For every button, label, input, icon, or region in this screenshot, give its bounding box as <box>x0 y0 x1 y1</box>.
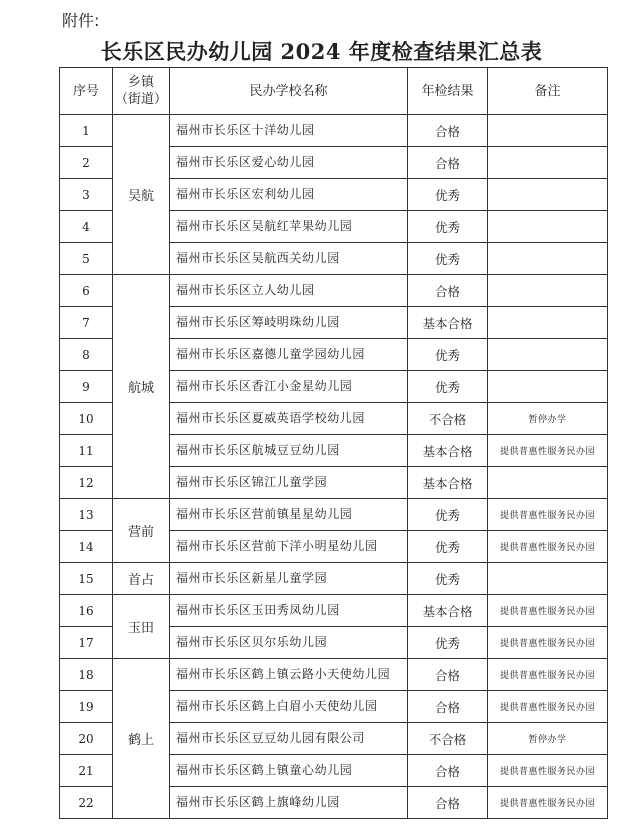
school-name-cell: 福州市长乐区鹤上白眉小天使幼儿园 <box>170 691 408 723</box>
note-cell: 暂停办学 <box>488 403 608 435</box>
note-cell <box>488 307 608 339</box>
note-cell: 提供普惠性服务民办园 <box>488 435 608 467</box>
result-cell: 合格 <box>408 115 488 147</box>
seq-cell: 17 <box>60 627 113 659</box>
note-cell <box>488 275 608 307</box>
header-school: 民办学校名称 <box>170 68 408 115</box>
table-row <box>60 659 608 691</box>
seq-cell: 3 <box>60 179 113 211</box>
school-name-cell: 福州市长乐区香江小金星幼儿园 <box>170 371 408 403</box>
seq-cell: 14 <box>60 531 113 563</box>
school-name-cell: 福州市长乐区锦江儿童学园 <box>170 467 408 499</box>
note-cell: 提供普惠性服务民办园 <box>488 755 608 787</box>
school-name-cell: 福州市长乐区立人幼儿园 <box>170 275 408 307</box>
note-cell <box>488 147 608 179</box>
result-cell: 合格 <box>408 691 488 723</box>
seq-cell: 18 <box>60 659 113 691</box>
seq-cell: 6 <box>60 275 113 307</box>
seq-cell: 1 <box>60 115 113 147</box>
seq-cell: 12 <box>60 467 113 499</box>
result-cell: 基本合格 <box>408 307 488 339</box>
seq-cell: 21 <box>60 755 113 787</box>
result-cell: 优秀 <box>408 371 488 403</box>
table-row <box>60 499 608 531</box>
note-cell: 提供普惠性服务民办园 <box>488 499 608 531</box>
note-cell: 提供普惠性服务民办园 <box>488 691 608 723</box>
town-cell: 鹤上 <box>113 659 170 819</box>
seq-cell: 16 <box>60 595 113 627</box>
school-name-cell: 福州市长乐区营前镇星星幼儿园 <box>170 499 408 531</box>
school-name-cell: 福州市长乐区吴航红苹果幼儿园 <box>170 211 408 243</box>
note-cell <box>488 339 608 371</box>
result-cell: 基本合格 <box>408 595 488 627</box>
note-cell: 暂停办学 <box>488 723 608 755</box>
seq-cell: 4 <box>60 211 113 243</box>
seq-cell: 10 <box>60 403 113 435</box>
result-cell: 合格 <box>408 659 488 691</box>
result-cell: 基本合格 <box>408 435 488 467</box>
school-name-cell: 福州市长乐区嘉德儿童学园幼儿园 <box>170 339 408 371</box>
seq-cell: 11 <box>60 435 113 467</box>
school-name-cell: 福州市长乐区夏威英语学校幼儿园 <box>170 403 408 435</box>
header-town <box>113 68 170 115</box>
seq-cell: 22 <box>60 787 113 819</box>
school-name-cell: 福州市长乐区吴航西关幼儿园 <box>170 243 408 275</box>
result-cell: 优秀 <box>408 563 488 595</box>
result-cell: 优秀 <box>408 243 488 275</box>
result-cell: 不合格 <box>408 723 488 755</box>
header-note: 备注 <box>488 68 608 115</box>
school-name-cell: 福州市长乐区鹤上旗峰幼儿园 <box>170 787 408 819</box>
school-name-cell: 福州市长乐区营前下洋小明星幼儿园 <box>170 531 408 563</box>
school-name-cell: 福州市长乐区十洋幼儿园 <box>170 115 408 147</box>
result-cell: 合格 <box>408 275 488 307</box>
seq-cell: 8 <box>60 339 113 371</box>
header-seq: 序号 <box>60 68 113 115</box>
note-cell: 提供普惠性服务民办园 <box>488 787 608 819</box>
town-cell: 航城 <box>113 275 170 499</box>
note-cell: 提供普惠性服务民办园 <box>488 595 608 627</box>
result-cell: 优秀 <box>408 339 488 371</box>
header-result: 年检结果 <box>408 68 488 115</box>
seq-cell: 5 <box>60 243 113 275</box>
result-cell: 优秀 <box>408 211 488 243</box>
school-name-cell: 福州市长乐区贝尔乐幼儿园 <box>170 627 408 659</box>
town-cell: 营前 <box>113 499 170 563</box>
header-town-line2: （街道） <box>114 92 167 107</box>
town-cell: 吴航 <box>113 115 170 275</box>
school-name-cell: 福州市长乐区新星儿童学园 <box>170 563 408 595</box>
seq-cell: 9 <box>60 371 113 403</box>
note-cell <box>488 179 608 211</box>
seq-cell: 19 <box>60 691 113 723</box>
result-cell: 优秀 <box>408 179 488 211</box>
school-name-cell: 福州市长乐区鹤上镇云路小天使幼儿园 <box>170 659 408 691</box>
note-cell: 提供普惠性服务民办园 <box>488 531 608 563</box>
town-cell: 玉田 <box>113 595 170 659</box>
table-row <box>60 275 608 307</box>
note-cell <box>488 467 608 499</box>
school-name-cell: 福州市长乐区筹岐明珠幼儿园 <box>170 307 408 339</box>
table-row <box>60 115 608 147</box>
result-cell: 优秀 <box>408 627 488 659</box>
attachment-label: 附件: <box>62 11 100 30</box>
note-cell <box>488 115 608 147</box>
note-cell <box>488 563 608 595</box>
result-cell: 优秀 <box>408 499 488 531</box>
note-cell: 提供普惠性服务民办园 <box>488 627 608 659</box>
school-name-cell: 福州市长乐区宏利幼儿园 <box>170 179 408 211</box>
seq-cell: 7 <box>60 307 113 339</box>
result-cell: 合格 <box>408 755 488 787</box>
note-cell: 提供普惠性服务民办园 <box>488 659 608 691</box>
seq-cell: 20 <box>60 723 113 755</box>
page-title: 长乐区民办幼儿园 2024 年度检查结果汇总表 <box>100 39 543 64</box>
result-cell: 基本合格 <box>408 467 488 499</box>
note-cell <box>488 211 608 243</box>
school-name-cell: 福州市长乐区鹤上镇童心幼儿园 <box>170 755 408 787</box>
table-header-row <box>60 68 608 115</box>
seq-cell: 13 <box>60 499 113 531</box>
result-cell: 不合格 <box>408 403 488 435</box>
result-cell: 合格 <box>408 787 488 819</box>
school-name-cell: 福州市长乐区航城豆豆幼儿园 <box>170 435 408 467</box>
inspection-results-table <box>59 67 608 819</box>
header-town-line1: 乡镇 <box>127 75 154 90</box>
result-cell: 合格 <box>408 147 488 179</box>
seq-cell: 15 <box>60 563 113 595</box>
result-cell: 优秀 <box>408 531 488 563</box>
table-row <box>60 563 608 595</box>
school-name-cell: 福州市长乐区豆豆幼儿园有限公司 <box>170 723 408 755</box>
note-cell <box>488 243 608 275</box>
school-name-cell: 福州市长乐区玉田秀凤幼儿园 <box>170 595 408 627</box>
town-cell: 首占 <box>113 563 170 595</box>
note-cell <box>488 371 608 403</box>
seq-cell: 2 <box>60 147 113 179</box>
school-name-cell: 福州市长乐区爱心幼儿园 <box>170 147 408 179</box>
table-row <box>60 595 608 627</box>
